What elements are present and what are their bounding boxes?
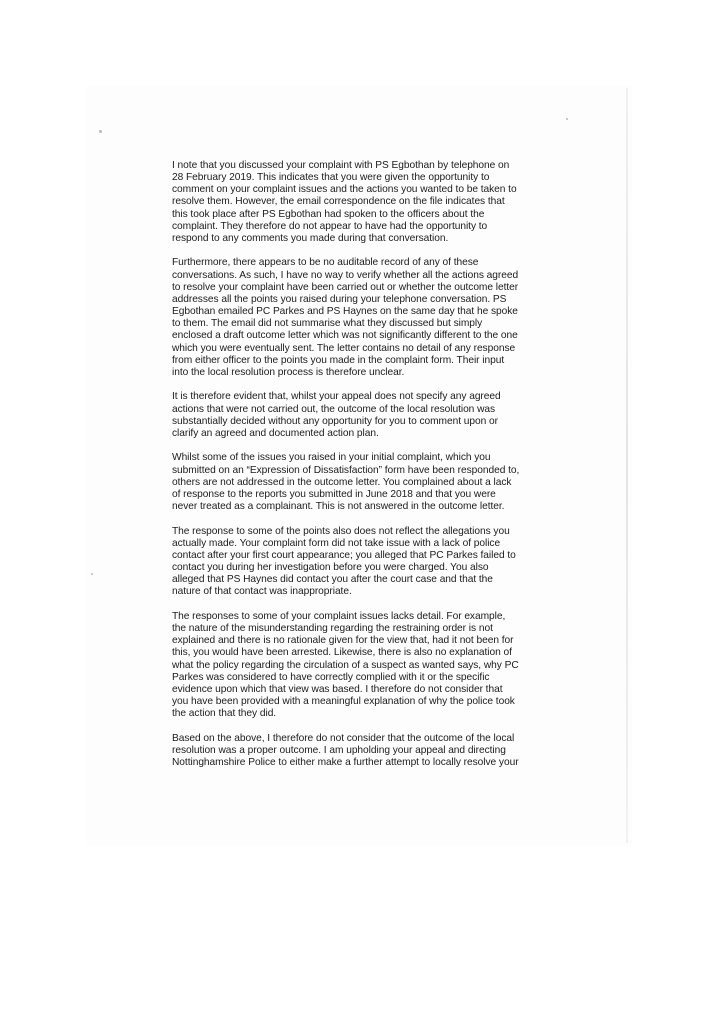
paragraph-appeal-evident: It is therefore evident that, whilst your appeal does not specify any agreed actions that were not carried out, the outcome of the local resolution was substantially decided without any opportunity for you to comment upon or clarify an agreed and documented action plan. xyxy=(172,391,501,439)
scan-speck xyxy=(91,573,93,575)
page-edge-shadow xyxy=(626,88,628,843)
paragraph-issues-not-addressed: Whilst some of the issues you raised in your initial complaint, which you submitted on an “Expression of Dissatisfaction” form have been responded to, others are not addressed in the outcome letter. You complained about a lack of response to the reports you submitted in June 2018 and that you were never treated as a complainant. This is not answered in the outcome letter. xyxy=(172,452,520,513)
scan-speck xyxy=(566,118,568,120)
paragraph-phone-discussion: I note that you discussed your complaint with PS Egbothan by telephone on 28 February 2019. This indicates that you were given the opportunity to comment on your complaint issues and the actions you wanted to be taken to resolve them. However, the email correspondence on the file indicates that this took place after PS Egbothan had spoken to the officers about the complaint. They therefore do not appear to have had the opportunity to respond to any comments you made during that conversation. xyxy=(172,160,517,244)
scan-speck xyxy=(99,130,102,133)
letter-body xyxy=(172,160,548,782)
paragraph-allegations-not-reflected: The response to some of the points also does not reflect the allegations you actually made. Your complaint form did not take issue with a lack of police contact after your first court appearance; you alleged that PC Parkes failed to contact you during her investigation before you were charged. You also alleged that PS Haynes did contact you after the court case and that the nature of that contact was inappropriate. xyxy=(172,525,516,598)
paragraph-conclusion: Based on the above, I therefore do not consider that the outcome of the local resolution was a proper outcome. I am upholding your appeal and directing Nottinghamshire Police to either make a further attempt to locally resolve your xyxy=(172,732,519,769)
paragraph-no-auditable-record: Furthermore, there appears to be no auditable record of any of these conversations. As such, I have no way to verify whether all the actions agreed to resolve your complaint have been carried out or whether the outcome letter addresses all the points you raised during your telephone conversation. PS Egbothan emailed PC Parkes and PS Haynes on the same day that he spoke to them. The email did not summarise what they discussed but simply enclosed a draft outcome letter which was not significantly different to the one which you were eventually sent. The letter contains no detail of any response from either officer to the points you made in the complaint form. Their input into the local resolution process is therefore unclear. xyxy=(172,257,519,378)
paragraph-lacks-detail: The responses to some of your complaint issues lacks detail. For example, the nature of the misunderstanding regarding the restraining order is not explained and there is no rationale given for the view that, had it not been for this, you would have been arrested. Likewise, there is also no explanation of what the policy regarding the circulation of a suspect as wanted says, why PC Parkes was considered to have correctly complied with it or the specific evidence upon which that view was based. I therefore do not consider that you have been provided with a meaningful explanation of why the police took the action that they did. xyxy=(172,610,519,720)
